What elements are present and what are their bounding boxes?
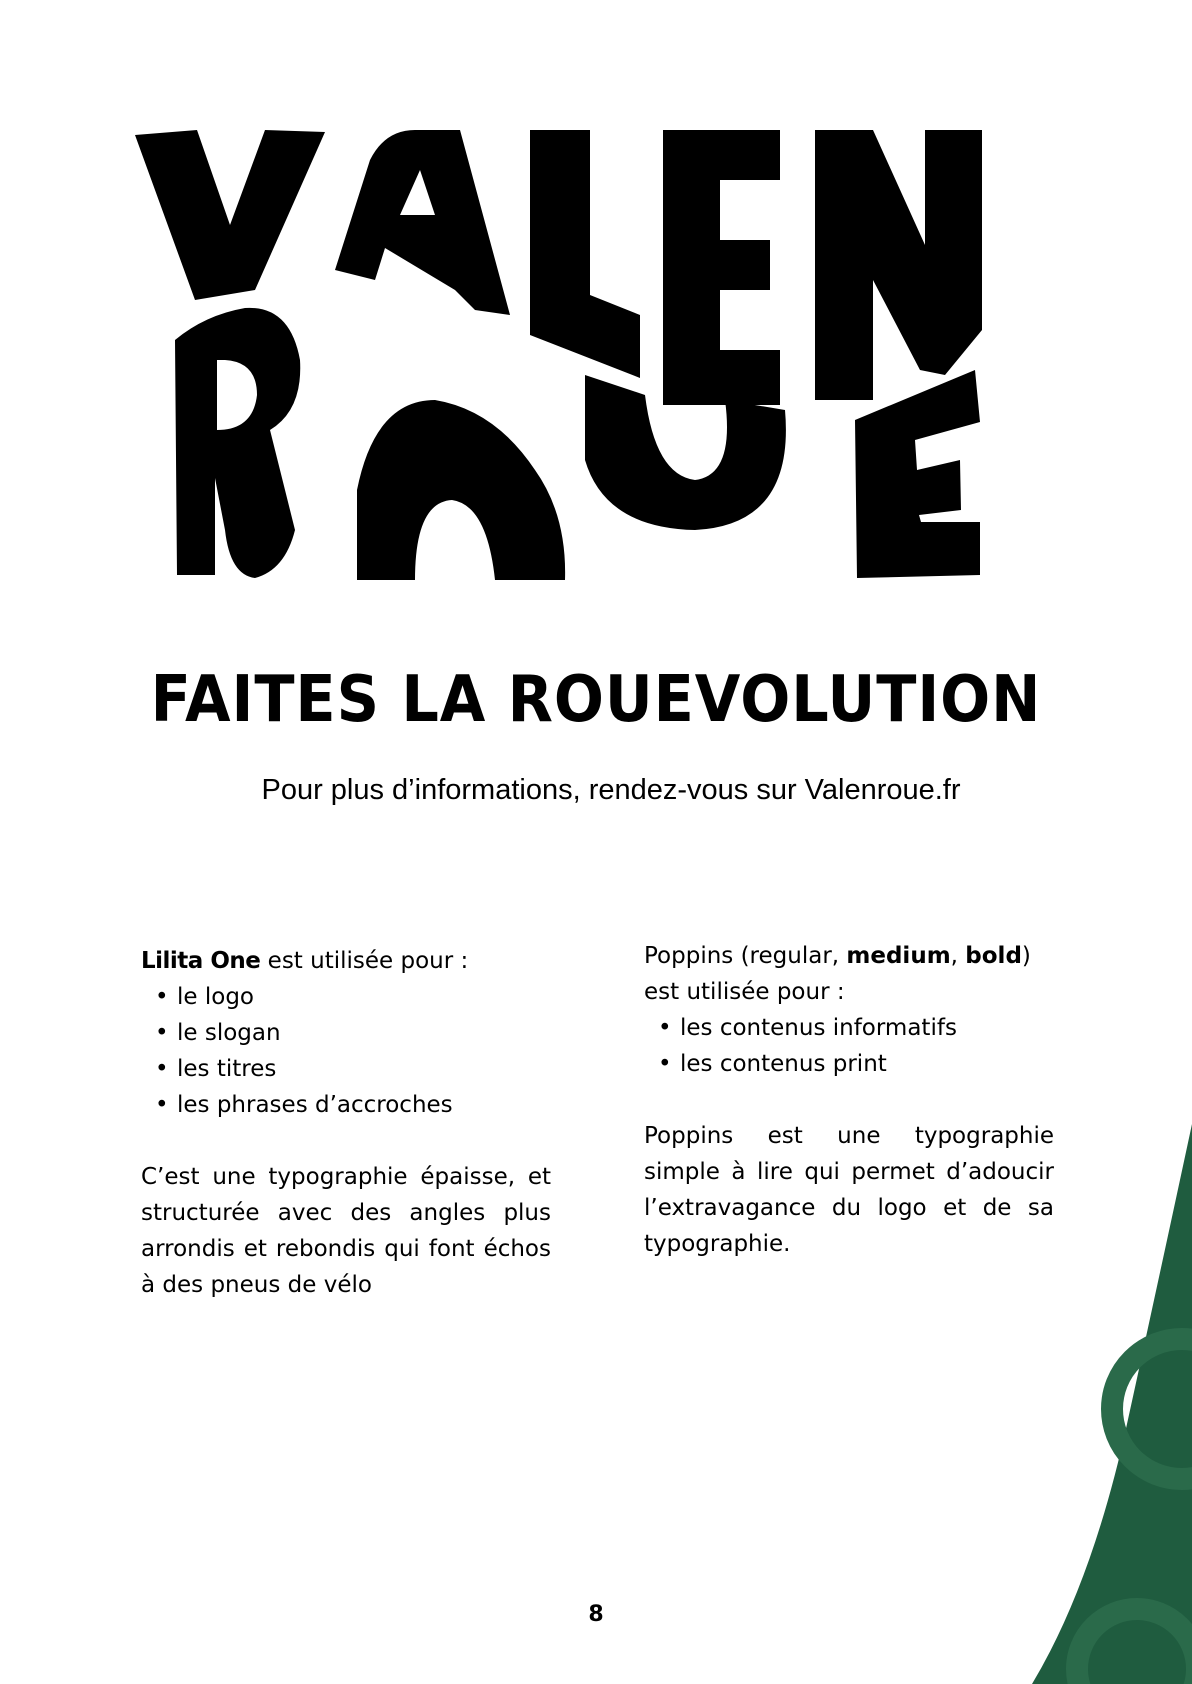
lilita-font-name: Lilita One — [141, 948, 261, 974]
poppins-intro — [644, 938, 1054, 974]
green-decoration — [892, 1124, 1192, 1684]
list-item: • les titres — [177, 1051, 551, 1087]
logo-letter-a — [335, 130, 510, 315]
website-line: Pour plus d’informations, rendez-vous sur Valenroue.fr — [261, 774, 961, 806]
list-item: • le slogan — [177, 1015, 551, 1051]
poppins-weight-medium: medium — [846, 943, 951, 969]
lilita-description: C’est une typographie épaisse, et structurée avec des angles plus arrondis et rebondis qui font échos à des pneus de vélo — [141, 1164, 551, 1298]
logo-letter-v — [135, 130, 325, 300]
lilita-description-column — [141, 943, 551, 1303]
logo-letter-e1 — [663, 130, 780, 405]
lilita-intro-text: est utilisée pour : — [260, 948, 469, 974]
poppins-sep: , — [950, 943, 966, 969]
logo-letter-n — [815, 130, 982, 400]
lilita-uses-list — [141, 979, 551, 1123]
list-item: • les contenus informatifs — [680, 1010, 1054, 1046]
poppins-uses-list — [644, 1010, 1054, 1082]
list-item: • le logo — [177, 979, 551, 1015]
list-item: • les contenus print — [680, 1046, 1054, 1082]
lilita-intro — [141, 943, 551, 979]
slogan: FAITES LA ROUEVOLUTION — [150, 663, 1042, 737]
poppins-font-prefix: Poppins (regular, — [644, 943, 847, 969]
valenroue-logo — [135, 130, 1055, 630]
poppins-suffix: ) — [1021, 943, 1031, 969]
poppins-intro-text: est utilisée pour : — [644, 979, 845, 1005]
page-number: 8 — [588, 1602, 604, 1627]
poppins-description: Poppins est une typographie simple à lire qui permet d’adoucir l’extravagance du logo et de sa typographie. — [644, 1123, 1054, 1257]
logo-letter-e2 — [855, 370, 980, 578]
logo-letter-l — [530, 130, 640, 378]
list-item: • les phrases d’accroches — [177, 1087, 551, 1123]
logo-letter-r — [175, 308, 300, 578]
logo-letter-o — [357, 400, 565, 580]
poppins-weight-bold: bold — [965, 943, 1022, 969]
